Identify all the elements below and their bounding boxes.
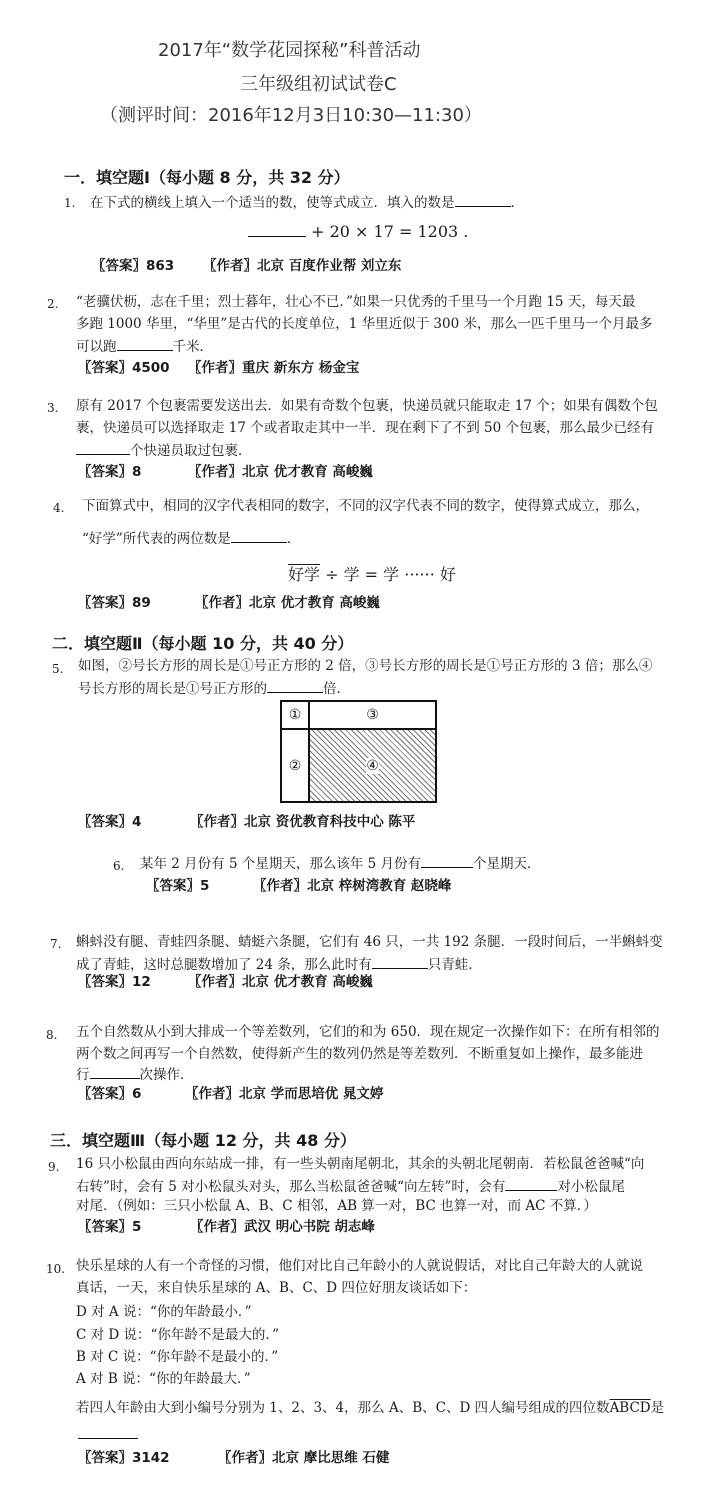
dialogue-line-2: C 对 D 说：“你年龄不是最大的．” (76, 1327, 280, 1343)
answer-blank (267, 678, 323, 693)
question-10-line-1: 快乐星球的人有一个奇怪的习惯，他们对比自己年龄小的人就说假话，对比自己年龄大的人就说 (76, 1258, 643, 1274)
question-9-line-2 (76, 1176, 625, 1198)
question-4-line-2 (82, 528, 300, 550)
author-label: 〖作者〗北京 优才教育 高峻巍 (195, 595, 380, 611)
question-8-line-1: 五个自然数从小到大排成一个等差数列，它们的和为 650．现在规定一次操作如下：在所有相邻的 (76, 1024, 660, 1040)
question-number: 5. (52, 662, 64, 676)
question-text: 某年 2 月份有 5 个星期天，那么该年 5 月份有 (140, 856, 422, 872)
question-3-line-1: 原有 2017 个包裹需要发送出去．如果有奇数个包裹，快递员就只能取走 17 个；如果有偶数个包 (76, 398, 658, 414)
question-text: 行 (76, 1067, 90, 1083)
question-text: 若四人年龄由大到小编号分别为 1、2、3、4，那么 A、B、C、D 四人编号组成的四位数 (76, 1400, 610, 1416)
question-text-end: ． (510, 195, 524, 211)
question-text: 个快递员取过包裹． (130, 443, 252, 459)
question-4-equation (288, 562, 456, 585)
answer-label: 〖答案〗89 (78, 595, 151, 611)
question-2-line-1: “老骥伏枥，志在千里；烈士暮年，壮心不已．”如果一只优秀的千里马一个月跑 15 天，每天最 (76, 294, 636, 310)
author-label: 〖作者〗重庆 新东方 杨金宝 (188, 360, 360, 376)
question-text-end: 是 (650, 1400, 665, 1416)
author-label: 〖作者〗北京 学而思培优 晁文婷 (185, 1086, 384, 1102)
question-text: 号长方形的周长是①号正方形的 (78, 681, 267, 697)
question-7-line-1: 蝌蚪没有腿、青蛙四条腿、蜻蜓六条腿，它们有 46 只，一共 192 条腿．一段时间后，一半蝌蚪变 (76, 934, 663, 950)
rect-2-label: ② (282, 730, 310, 801)
question-text: 在下式的横线上填入一个适当的数，使等式成立．填入的数是 (90, 195, 455, 211)
answer-blank (231, 528, 287, 543)
answer-label: 〖答案〗863 (92, 258, 175, 274)
question-text: 成了青蛙，这时总腿数增加了 24 条，那么此时有 (76, 957, 372, 973)
answer-label: 〖答案〗3142 (78, 1450, 170, 1466)
question-text-end: 对小松鼠尾 (557, 1179, 625, 1195)
exam-title: 2017年“数学花园探秘”科普活动 (158, 40, 421, 61)
square-1-label: ① (282, 702, 310, 730)
rect-3-label: ③ (310, 702, 435, 730)
answer-blank (76, 440, 130, 455)
answer-blank (455, 192, 511, 207)
question-2-line-2: 多跑 1000 华里，“华里”是古代的长度单位，1 华里近似于 300 米，那么一匹千里马一个月最多 (76, 316, 653, 332)
question-5-line-1: 如图，②号长方形的周长是①号正方形的 2 倍，③号长方形的周长是①号正方形的 3 倍；那么④ (78, 658, 653, 674)
answer-blank (505, 1176, 557, 1191)
question-number: 9. (48, 1160, 60, 1174)
answer-blank (248, 222, 306, 237)
rect-4-hatched (310, 730, 435, 801)
author-label: 〖作者〗北京 摩比思维 石健 (218, 1450, 390, 1466)
question-9-line-1: 16 只小松鼠由西向东站成一排，有一些头朝南尾朝北，其余的头朝北尾朝南．若松鼠爸爸喊“向 (76, 1156, 645, 1172)
question-text-end: 倍． (323, 681, 350, 697)
answer-label: 〖答案〗5 (146, 878, 210, 894)
dialogue-line-1: D 对 A 说：“你的年龄最小．” (76, 1304, 252, 1320)
overlined-number: ABCD (609, 1400, 651, 1416)
question-text-end: 千米． (172, 339, 213, 355)
question-9-line-3: 对尾．（例如：三只小松鼠 A、B、C 相邻，AB 算一对，BC 也算一对，而 AC 不算．） (76, 1198, 597, 1214)
question-number: 4. (53, 501, 65, 515)
question-4-line-1: 下面算式中，相同的汉字代表相同的数字，不同的汉字代表不同的数字，使得算式成立，那么， (82, 498, 649, 514)
question-number: 6. (113, 859, 125, 873)
question-1-text (90, 192, 524, 214)
question-number: 10. (46, 1262, 66, 1276)
answer-blank (117, 336, 173, 351)
author-label: 〖作者〗北京 百度作业帮 刘立东 (203, 258, 402, 274)
question-10-line-3 (76, 1398, 664, 1419)
section-heading-3: 三．填空题Ⅲ（每小题 12 分，共 48 分） (50, 1131, 356, 1150)
author-label: 〖作者〗北京 资优教育科技中心 陈平 (190, 814, 416, 830)
question-3-line-3 (76, 440, 252, 462)
answer-label: 〖答案〗5 (78, 1219, 142, 1235)
question-text-end: 只青蛙． (427, 957, 482, 973)
answer-blank (372, 954, 428, 969)
question-3-line-2: 裹，快递员可以选择取走 17 个或者取走其中一半．现在剩下了不到 50 个包裹，那么最少已经有 (76, 420, 655, 436)
question-10-line-2: 真话，一天，来自快乐星球的 A、B、C、D 四位好朋友谈话如下： (76, 1280, 477, 1296)
question-text-end: 个星期天． (473, 856, 541, 872)
answer-label: 〖答案〗12 (78, 974, 151, 990)
answer-label: 〖答案〗8 (78, 464, 142, 480)
rectangle-figure (280, 700, 437, 803)
answer-label: 〖答案〗6 (78, 1086, 142, 1102)
exam-subtitle: 三年级组初试试卷C (240, 74, 397, 95)
section-heading-1: 一．填空题Ⅰ（每小题 8 分，共 32 分） (64, 168, 350, 187)
equation-text: + 20 × 17 = 1203 . (311, 222, 469, 241)
question-text-end: 次操作． (139, 1067, 194, 1083)
answer-label: 〖答案〗4 (78, 814, 142, 830)
section-heading-2: 二．填空题Ⅱ（每小题 10 分，共 40 分） (52, 634, 354, 653)
equation-text: ÷ 学 = 学 ······ 好 (320, 565, 456, 584)
answer-label: 〖答案〗4500 (78, 360, 170, 376)
equation-overlined-term: 好学 (288, 565, 321, 584)
author-label: 〖作者〗北京 优才教育 高峻巍 (188, 464, 373, 480)
question-text: 可以跑 (76, 339, 117, 355)
question-text-end: ． (286, 531, 301, 547)
question-text: 右转”时，会有 5 对小松鼠头对头，那么当松鼠爸爸喊“向左转”时，会有 (76, 1179, 506, 1195)
question-number: 2. (47, 297, 59, 311)
question-8-line-2: 两个数之间再写一个自然数，使得新产生的数列仍然是等差数列．不断重复如上操作，最多能进 (76, 1046, 643, 1062)
exam-time: （测评时间：2016年12月3日10:30—11:30） (100, 105, 482, 126)
rect-4-label: ④ (366, 757, 379, 774)
question-1-equation (248, 222, 468, 241)
answer-blank (78, 1438, 138, 1439)
answer-blank (421, 853, 473, 868)
dialogue-line-4: A 对 B 说：“你的年龄最大．” (76, 1371, 251, 1387)
dialogue-line-3: B 对 C 说：“你年龄不是最小的．” (76, 1349, 279, 1365)
question-text: “好学”所代表的两位数是 (82, 531, 231, 547)
answer-blank (90, 1064, 140, 1079)
question-number: 3. (47, 401, 59, 415)
question-number: 8. (46, 1028, 58, 1042)
question-5-line-2 (78, 678, 350, 700)
author-label: 〖作者〗北京 梓树湾教育 赵晓峰 (253, 878, 452, 894)
author-label: 〖作者〗武汉 明心书院 胡志峰 (190, 1219, 375, 1235)
author-label: 〖作者〗北京 优才教育 高峻巍 (188, 974, 373, 990)
question-6-line (140, 853, 541, 875)
question-number: 7. (50, 937, 62, 951)
question-2-line-3 (76, 336, 213, 358)
question-number: 1. (64, 196, 76, 210)
